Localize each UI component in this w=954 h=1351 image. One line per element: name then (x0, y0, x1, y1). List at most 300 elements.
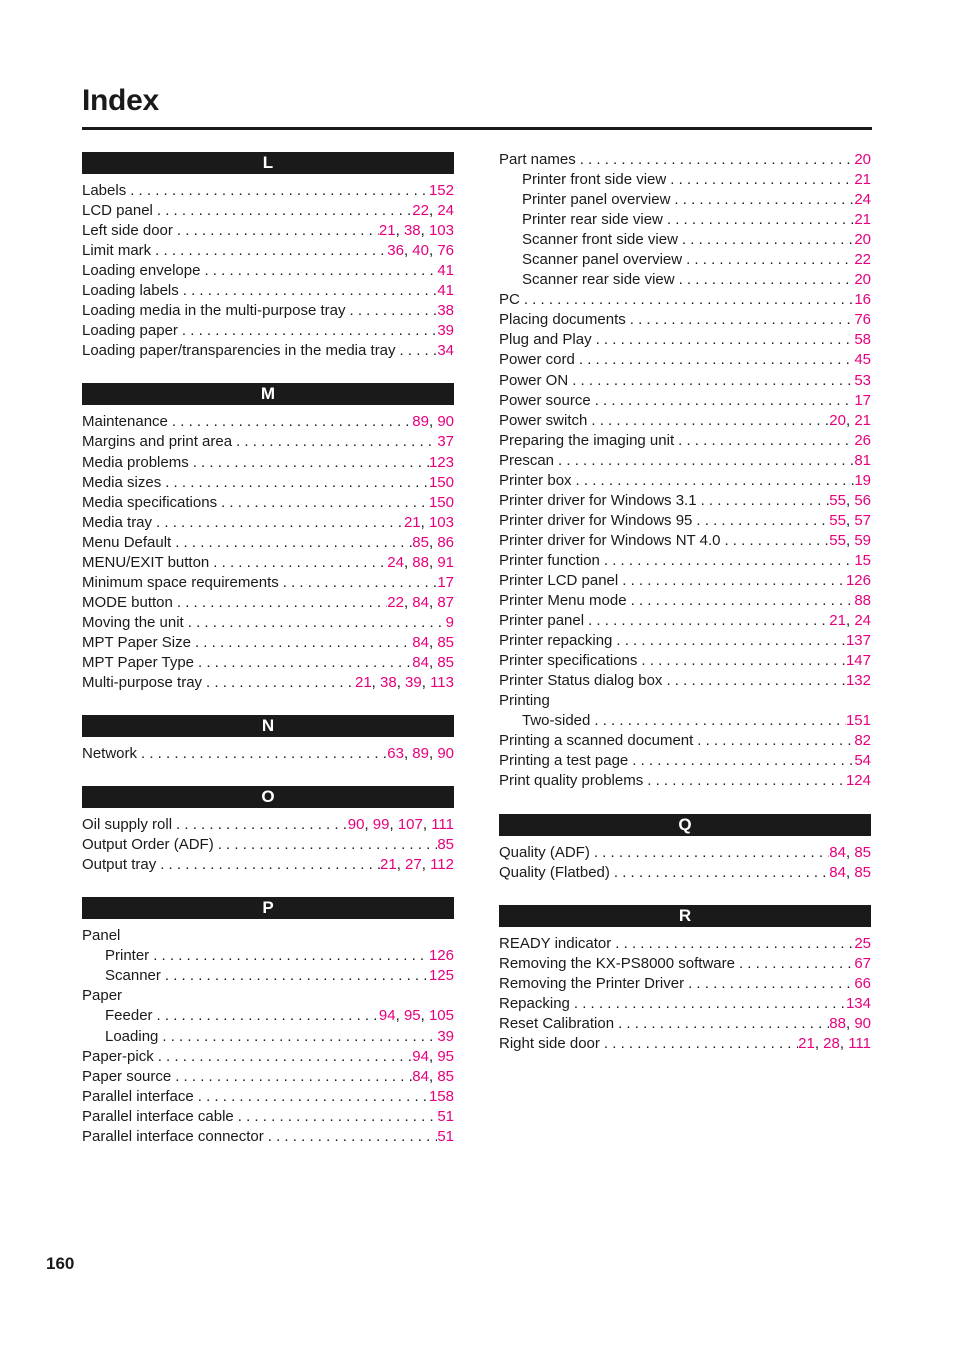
dot-leader (158, 1027, 437, 1047)
page-link[interactable]: 24 (854, 612, 871, 630)
index-entry (499, 631, 871, 651)
title-rule (82, 127, 872, 130)
entry-term: Printing a scanned document (499, 732, 694, 750)
index-entry (499, 451, 871, 471)
entry-term: Scanner panel overview (522, 251, 683, 269)
dot-leader (684, 974, 854, 994)
page-link[interactable]: 57 (854, 511, 871, 529)
page-link[interactable]: 90 (347, 816, 365, 834)
entry-term: Printer LCD panel (499, 571, 619, 589)
entry-term: Power switch (499, 411, 588, 429)
page-link[interactable]: 151 (845, 712, 871, 730)
entry-term: Printer driver for Windows NT 4.0 (499, 531, 721, 549)
page-link[interactable]: 113 (430, 674, 454, 692)
page-link[interactable]: 21 (378, 222, 396, 240)
dot-leader (189, 453, 429, 473)
entry-term: Paper (82, 987, 123, 1005)
page-link[interactable]: 125 (428, 967, 454, 985)
index-entry (82, 613, 454, 633)
entry-term: Margins and print area (82, 433, 233, 451)
index-section (499, 883, 871, 1054)
dot-leader (600, 551, 854, 571)
index-entry (499, 551, 871, 571)
page-link[interactable]: 107 (397, 816, 423, 834)
page-link[interactable]: 158 (428, 1087, 454, 1105)
page-link[interactable]: 111 (431, 816, 454, 834)
page-link[interactable]: 21 (354, 674, 372, 692)
page-references (412, 201, 454, 221)
index-entry (499, 411, 871, 431)
entry-term: Media tray (82, 513, 153, 531)
page-link[interactable]: 55 (829, 491, 846, 509)
entry-term: Scanner (105, 967, 161, 985)
page-link[interactable]: 90 (437, 413, 454, 431)
page-separator: , (428, 413, 438, 431)
index-entry (82, 926, 454, 946)
page-link[interactable]: 76 (854, 311, 871, 329)
page-separator: , (845, 1014, 855, 1032)
entry-term: Printer Status dialog box (499, 672, 663, 690)
dot-leader (209, 553, 387, 573)
page-separator: , (421, 674, 431, 692)
page-references (829, 863, 871, 883)
page-link[interactable]: 111 (848, 1034, 871, 1052)
entry-term: Output tray (82, 856, 157, 874)
dot-leader (173, 221, 379, 241)
entry-term: Media problems (82, 453, 189, 471)
dot-leader (592, 330, 855, 350)
page-link[interactable]: 21 (403, 513, 421, 531)
dot-leader (682, 250, 854, 270)
entry-term: Loading (105, 1027, 159, 1045)
page-separator: , (403, 242, 413, 260)
section-letter-bar: N (82, 715, 454, 737)
page-link[interactable]: 112 (430, 856, 454, 874)
page-link[interactable]: 53 (854, 371, 871, 389)
page-separator: , (845, 411, 855, 429)
page-references (387, 241, 454, 261)
page-link[interactable]: 59 (854, 531, 871, 549)
page-references (446, 613, 454, 633)
index-entry (82, 1087, 454, 1107)
page-references (854, 330, 871, 350)
entry-term: MPT Paper Type (82, 653, 195, 671)
page-link[interactable]: 22 (854, 251, 871, 269)
page-link[interactable]: 147 (845, 652, 871, 670)
entry-term: Panel (82, 927, 121, 945)
page-separator: , (845, 531, 855, 549)
page-link[interactable]: 134 (845, 994, 871, 1012)
page-references (854, 150, 871, 170)
entry-term: Loading labels (82, 282, 179, 300)
index-entries (499, 836, 871, 883)
page-references (854, 371, 871, 391)
entry-term: Printer panel overview (522, 191, 671, 209)
page-link[interactable]: 89 (412, 413, 429, 431)
page-references (437, 1107, 454, 1127)
page-link[interactable]: 124 (845, 772, 871, 790)
entry-term: Paper-pick (82, 1047, 154, 1065)
index-entry (499, 350, 871, 370)
page-link[interactable]: 20 (854, 151, 871, 168)
page-references (348, 815, 454, 835)
index-entry (499, 671, 871, 691)
page-link[interactable]: 89 (412, 745, 429, 763)
page-link[interactable]: 17 (437, 573, 454, 591)
dot-leader (572, 471, 855, 491)
page-link[interactable]: 45 (854, 351, 871, 369)
page-separator: , (845, 612, 855, 630)
entry-term: Feeder (105, 1007, 153, 1025)
page-link[interactable]: 150 (428, 473, 454, 491)
page-references (412, 1047, 454, 1067)
page-link[interactable]: 84 (412, 593, 429, 611)
dot-leader (151, 241, 387, 261)
dot-leader (584, 611, 829, 631)
page-title: Index (82, 84, 159, 117)
entry-term: MODE button (82, 593, 173, 611)
page-link[interactable]: 9 (445, 613, 454, 631)
page-link[interactable]: 150 (428, 493, 454, 511)
page-separator: , (403, 553, 413, 571)
page-link[interactable]: 84 (412, 653, 429, 671)
dot-leader (590, 843, 829, 863)
index-subentry (499, 250, 871, 270)
index-entry (82, 1067, 454, 1087)
entry-term: Printer driver for Windows 95 (499, 511, 693, 529)
page-link[interactable]: 123 (428, 453, 454, 471)
page-link[interactable]: 41 (437, 282, 454, 300)
page-link[interactable]: 90 (437, 745, 454, 763)
page-separator: , (364, 816, 373, 834)
index-entry (82, 301, 454, 321)
entry-term: Quality (Flatbed) (499, 863, 610, 881)
dot-leader (637, 651, 846, 671)
page-link[interactable]: 21 (380, 856, 397, 874)
section-letter-bar: L (82, 152, 454, 174)
page-link[interactable]: 85 (437, 633, 454, 651)
page-link[interactable]: 21 (829, 612, 846, 630)
entry-term: Part names (499, 151, 576, 168)
page-link[interactable]: 26 (854, 431, 871, 449)
entry-term: Preparing the imaging unit (499, 431, 675, 449)
page-separator: , (428, 1067, 438, 1085)
page-link[interactable]: 85 (437, 653, 454, 671)
page-separator: , (845, 491, 855, 509)
page-link[interactable]: 94 (378, 1007, 396, 1025)
entry-term: Labels (82, 182, 127, 199)
page-link[interactable]: 88 (854, 592, 871, 610)
entry-term: Loading media in the multi-purpose tray (82, 302, 346, 320)
page-link[interactable]: 137 (845, 632, 871, 650)
index-entry (499, 511, 871, 531)
page-separator: , (428, 202, 438, 220)
page-link[interactable]: 85 (412, 533, 429, 551)
index-entry (499, 391, 871, 411)
page-link[interactable]: 88 (829, 1014, 846, 1032)
entry-term: Parallel interface cable (82, 1107, 234, 1125)
page-references (854, 170, 871, 190)
page-link[interactable]: 85 (854, 843, 871, 861)
page-link[interactable]: 55 (829, 531, 846, 549)
dot-leader (345, 301, 437, 321)
page-link[interactable]: 24 (437, 202, 454, 220)
page-link[interactable]: 56 (854, 491, 871, 509)
page-link[interactable]: 20 (854, 231, 871, 249)
page-references (379, 1006, 454, 1026)
dot-leader (570, 994, 846, 1014)
page-references (854, 210, 871, 230)
entry-term: MPT Paper Size (82, 633, 191, 651)
page-link[interactable]: 21 (798, 1034, 815, 1052)
page-link[interactable]: 91 (437, 553, 454, 571)
page-references (437, 1027, 454, 1047)
page-link[interactable]: 84 (829, 843, 846, 861)
page-link[interactable]: 25 (854, 934, 871, 952)
section-spacer (82, 875, 454, 897)
page-link[interactable]: 39 (437, 322, 454, 340)
dot-leader (217, 493, 429, 513)
index-entries (499, 927, 871, 1054)
index-subentry (499, 270, 871, 290)
page-separator: , (428, 745, 438, 763)
page-link[interactable]: 51 (437, 1127, 454, 1145)
index-entries (82, 174, 454, 361)
entry-term: Parallel interface (82, 1087, 194, 1105)
page-link[interactable]: 84 (829, 863, 846, 881)
page-link[interactable]: 95 (437, 1047, 454, 1065)
entry-term: Placing documents (499, 311, 626, 329)
page-link[interactable]: 21 (854, 411, 871, 429)
page-references (429, 493, 454, 513)
entry-term: Printer front side view (522, 171, 667, 189)
entry-term: Printer box (499, 471, 572, 489)
index-entry (82, 553, 454, 573)
dot-leader (692, 511, 829, 531)
index-subentry (82, 1006, 454, 1026)
section-spacer (82, 693, 454, 715)
index-column-left (82, 152, 454, 1147)
index-entry (82, 573, 454, 593)
dot-leader (627, 591, 855, 611)
page-link[interactable]: 85 (437, 836, 454, 854)
entry-term: Scanner front side view (522, 231, 678, 249)
dot-leader (264, 1127, 438, 1147)
page-link[interactable]: 94 (412, 1047, 429, 1065)
page-link[interactable]: 87 (437, 593, 454, 611)
index-entry (499, 591, 871, 611)
index-entry (499, 994, 871, 1014)
page-link[interactable]: 22 (387, 593, 404, 611)
dot-leader (184, 613, 446, 633)
page-references (854, 270, 871, 290)
page-link[interactable]: 38 (437, 302, 454, 320)
page-references (437, 1127, 454, 1147)
page-link[interactable]: 84 (412, 633, 429, 651)
dot-leader (670, 190, 854, 210)
page-separator: , (845, 863, 855, 881)
page-link[interactable]: 17 (854, 391, 871, 409)
index-entry (82, 321, 454, 341)
page-link[interactable]: 38 (380, 674, 397, 692)
page-link[interactable]: 54 (854, 752, 871, 770)
page-references (437, 321, 454, 341)
page-link[interactable]: 86 (437, 533, 454, 551)
index-entry (82, 1107, 454, 1127)
page-link[interactable]: 90 (854, 1014, 871, 1032)
page-link[interactable]: 21 (854, 211, 871, 229)
entry-term: Scanner rear side view (522, 271, 675, 289)
page-link[interactable]: 24 (387, 553, 404, 571)
index-entry (82, 412, 454, 432)
index-entry (499, 771, 871, 791)
entry-term: Maintenance (82, 413, 168, 431)
page-link[interactable]: 37 (437, 433, 454, 451)
entry-term: READY indicator (499, 934, 612, 952)
page-link[interactable]: 132 (845, 672, 871, 690)
page-link[interactable]: 66 (854, 974, 871, 992)
page-link[interactable]: 24 (854, 191, 871, 209)
page-separator: , (428, 553, 438, 571)
page-references (829, 843, 871, 863)
index-section (499, 150, 871, 792)
page-link[interactable]: 28 (823, 1034, 840, 1052)
index-entry (499, 611, 871, 631)
dot-leader (590, 711, 846, 731)
page-references (437, 835, 454, 855)
page-link[interactable]: 85 (854, 863, 871, 881)
page-references (387, 553, 454, 573)
index-entry (499, 471, 871, 491)
index-entry (499, 491, 871, 511)
page-references (412, 1067, 454, 1087)
entry-term: Left side door (82, 222, 173, 240)
page-separator: , (420, 1007, 429, 1025)
page-references (412, 633, 454, 653)
dot-leader (161, 966, 429, 986)
page-separator: , (395, 1007, 404, 1025)
page-references (387, 744, 454, 764)
page-link[interactable]: 39 (437, 1027, 454, 1045)
page-references (355, 673, 454, 693)
dot-leader (179, 281, 438, 301)
page-link[interactable]: 103 (428, 513, 454, 531)
page-link[interactable]: 15 (854, 551, 871, 569)
dot-leader (171, 533, 412, 553)
page-references (854, 350, 871, 370)
dot-leader (232, 432, 437, 452)
dot-leader (678, 230, 854, 250)
page-link[interactable]: 126 (428, 947, 454, 965)
index-entry (82, 744, 454, 764)
entry-term: Loading paper/transparencies in the media tray (82, 342, 396, 360)
page-references (854, 451, 871, 471)
page-references (437, 261, 454, 281)
page-separator: , (428, 533, 438, 551)
page-link[interactable]: 39 (405, 674, 422, 692)
entry-term: Multi-purpose tray (82, 674, 203, 692)
index-entry (82, 432, 454, 452)
dot-leader (720, 531, 829, 551)
index-section (82, 693, 454, 764)
index-subentry (499, 711, 871, 731)
page-link[interactable]: 103 (428, 222, 454, 240)
page-link[interactable]: 105 (428, 1007, 454, 1025)
page-link[interactable]: 20 (829, 411, 846, 429)
page-link[interactable]: 51 (437, 1107, 454, 1125)
page-link[interactable]: 152 (428, 182, 454, 199)
entry-term: Printer rear side view (522, 211, 663, 229)
entry-term: Limit mark (82, 242, 152, 260)
page-link[interactable]: 19 (854, 471, 871, 489)
page-link[interactable]: 95 (403, 1007, 421, 1025)
page-link[interactable]: 41 (437, 262, 454, 280)
page-link[interactable]: 21 (854, 171, 871, 189)
dot-leader (171, 1067, 412, 1087)
page-link[interactable]: 27 (405, 856, 422, 874)
page-link[interactable]: 55 (829, 511, 846, 529)
page-references (854, 290, 871, 310)
index-entry (82, 513, 454, 533)
page-link[interactable]: 34 (437, 342, 454, 360)
page-link[interactable]: 22 (412, 202, 429, 220)
page-link[interactable]: 82 (854, 732, 871, 750)
index-entry (82, 1047, 454, 1067)
dot-leader (610, 863, 829, 883)
dot-leader (568, 371, 854, 391)
page-link[interactable]: 36 (387, 242, 404, 260)
index-entry (499, 150, 871, 170)
entry-term: Removing the Printer Driver (499, 974, 685, 992)
page-link[interactable]: 84 (412, 1067, 429, 1085)
page-references (829, 511, 871, 531)
page-link[interactable]: 76 (437, 242, 454, 260)
page-link[interactable]: 40 (412, 242, 429, 260)
index-entry (499, 431, 871, 451)
page-link[interactable]: 16 (854, 291, 871, 309)
page-link[interactable]: 20 (854, 271, 871, 289)
entry-term: Loading paper (82, 322, 178, 340)
page-link[interactable]: 85 (437, 1067, 454, 1085)
page-separator: , (396, 674, 406, 692)
dot-leader (396, 341, 438, 361)
page-link[interactable]: 58 (854, 331, 871, 349)
page-separator: , (420, 222, 429, 240)
page-link[interactable]: 67 (854, 954, 871, 972)
page-references (829, 1014, 871, 1034)
section-letter-bar: O (82, 786, 454, 808)
dot-leader (194, 653, 412, 673)
page-link[interactable]: 126 (845, 571, 871, 589)
dot-leader (168, 412, 412, 432)
page-separator: , (839, 1034, 849, 1052)
page-references (437, 573, 454, 593)
page-references (380, 855, 454, 875)
entry-term: Power ON (499, 371, 569, 389)
entry-term: Printer (105, 947, 150, 965)
entry-term: Network (82, 745, 138, 763)
page-link[interactable]: 81 (854, 451, 871, 469)
index-entry (82, 221, 454, 241)
page-separator: , (845, 843, 855, 861)
page-link[interactable]: 99 (372, 816, 390, 834)
page-separator: , (428, 242, 438, 260)
page-link[interactable]: 88 (412, 553, 429, 571)
entry-term: Moving the unit (82, 613, 184, 631)
page-link[interactable]: 63 (387, 745, 404, 763)
index-entry (499, 751, 871, 771)
page-link[interactable]: 38 (403, 222, 421, 240)
